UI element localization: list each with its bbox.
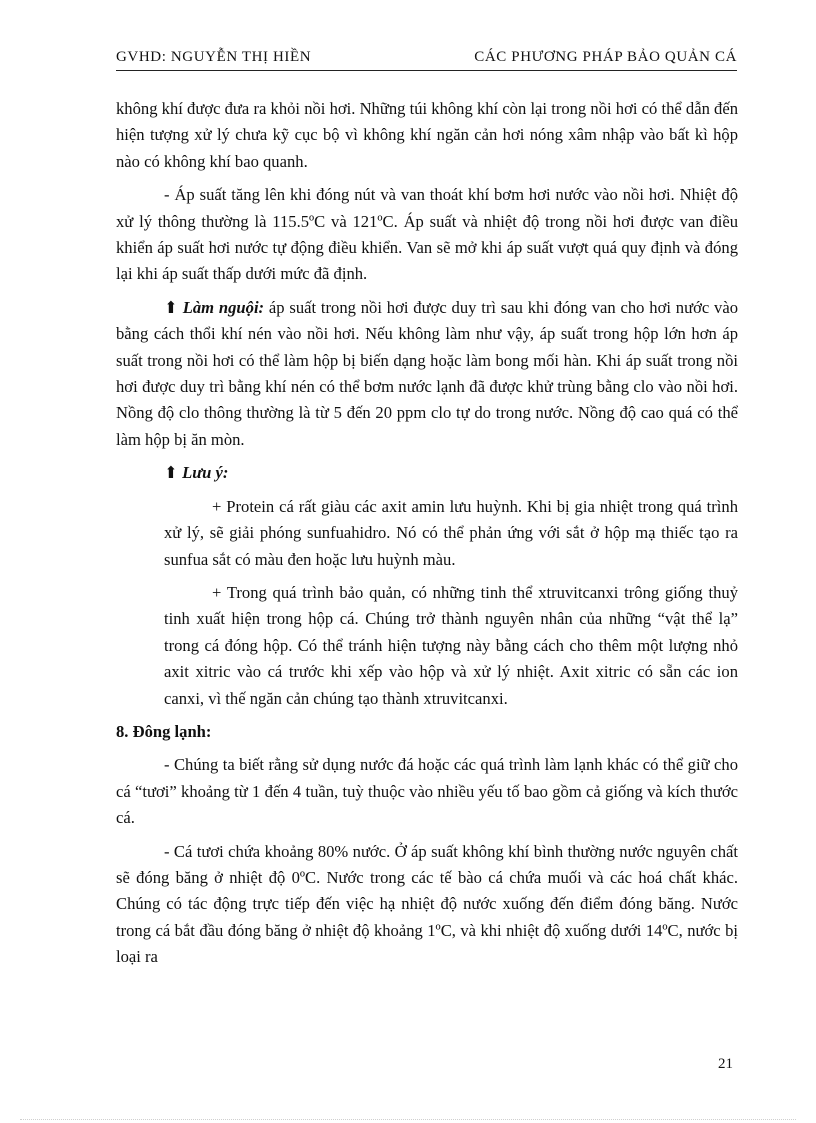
- paragraph-ice: - Chúng ta biết rằng sử dụng nước đá hoặc các quá trình làm lạnh khác có thể giữ cho cá “tươi” khoảng từ 1 đến 4 tuần, tuỳ thuộc vào nhiều yếu tố bao gồm cả giống và kích thước cá.: [116, 755, 738, 828]
- page-header: [116, 48, 737, 71]
- section-heading-freezing: 8. Đông lạnh:: [116, 721, 212, 741]
- note-heading: [116, 460, 738, 486]
- page-number: 21: [718, 1056, 733, 1072]
- note-label: Lưu ý:: [182, 463, 229, 483]
- paragraph-cooling: [116, 295, 738, 453]
- footer-divider: [20, 1119, 796, 1120]
- arrow-up-icon: ⬆: [164, 463, 178, 483]
- header-author: GVHD: NGUYỄN THỊ HIỀN: [116, 49, 312, 65]
- document-body: [116, 96, 738, 978]
- note-item-crystals: + Trong quá trình bảo quản, có những tinh thể xtruvitcanxi trông giống thuỷ tinh xuất hiện trong hộp cá. Chúng trở thành nguyên nhân của những “vật thể lạ” trong cá đóng hộp. Có thể tránh hiện tượng này bằng cách cho thêm một lượng nhỏ axit xitric vào cá trước khi xếp vào hộp và xử lý nhiệt. Axit xitric có sẵn các ion canxi, vì thế ngăn cản chúng tạo thành xtruvitcanxi.: [164, 582, 738, 708]
- cooling-label: Làm nguội:: [182, 297, 265, 317]
- note-item-protein: + Protein cá rất giàu các axit amin lưu huỳnh. Khi bị gia nhiệt trong quá trình xử lý, sẽ giải phóng sunfuahidro. Nó có thể phản ứng với sắt ở hộp mạ thiếc tạo ra sunfua sắt có màu đen hoặc lưu huỳnh màu.: [164, 496, 738, 569]
- arrow-up-icon: ⬆: [164, 297, 178, 317]
- paragraph-water-content: - Cá tươi chứa khoảng 80% nước. Ở áp suất không khí bình thường nước nguyên chất sẽ đóng băng ở nhiệt độ 0ºC. Nước trong các tế bào cá chứa muối và các hoá chất khác. Chúng có tác động trực tiếp đến việc hạ nhiệt độ nước xuống đến điểm đóng băng. Nước trong cá bắt đầu đóng băng ở nhiệt độ khoảng 1ºC, và khi nhiệt độ xuống dưới 14ºC, nước bị loại ra: [116, 841, 738, 967]
- cooling-text: áp suất trong nồi hơi được duy trì sau khi đóng van cho hơi nước vào bằng cách thổi khí nén vào nồi hơi. Nếu không làm như vậy, áp suất trong hộp lớn hơn áp suất trong nồi hơi có thể làm hộp bị biến dạng hoặc làm bong mối hàn. Khi áp suất trong nồi hơi được duy trì bằng khí nén có thể bơm nước lạnh đã được khử trùng bằng clo vào nồi hơi. Nồng độ clo thông thường là từ 5 đến 20 ppm clo tự do trong nước. Nồng độ cao quá có thể làm hộp bị ăn mòn.: [116, 297, 738, 449]
- header-title: CÁC PHƯƠNG PHÁP BẢO QUẢN CÁ: [474, 49, 737, 65]
- paragraph-pressure: - Áp suất tăng lên khi đóng nút và van thoát khí bơm hơi nước vào nồi hơi. Nhiệt độ xử lý thông thường là 115.5ºC và 121ºC. Áp suất và nhiệt độ trong nồi hơi được van điều khiển áp suất hơi nước tự động điều khiển. Van sẽ mở khi áp suất vượt quá quy định và đóng lại khi áp suất thấp dưới mức đã định.: [116, 185, 738, 284]
- paragraph-continuation: không khí được đưa ra khỏi nồi hơi. Những túi không khí còn lại trong nồi hơi có thể dẫn đến hiện tượng xử lý chưa kỹ cục bộ vì không khí ngăn cản hơi nóng xâm nhập vào bất kì hộp nào có không khí bao quanh.: [116, 99, 738, 171]
